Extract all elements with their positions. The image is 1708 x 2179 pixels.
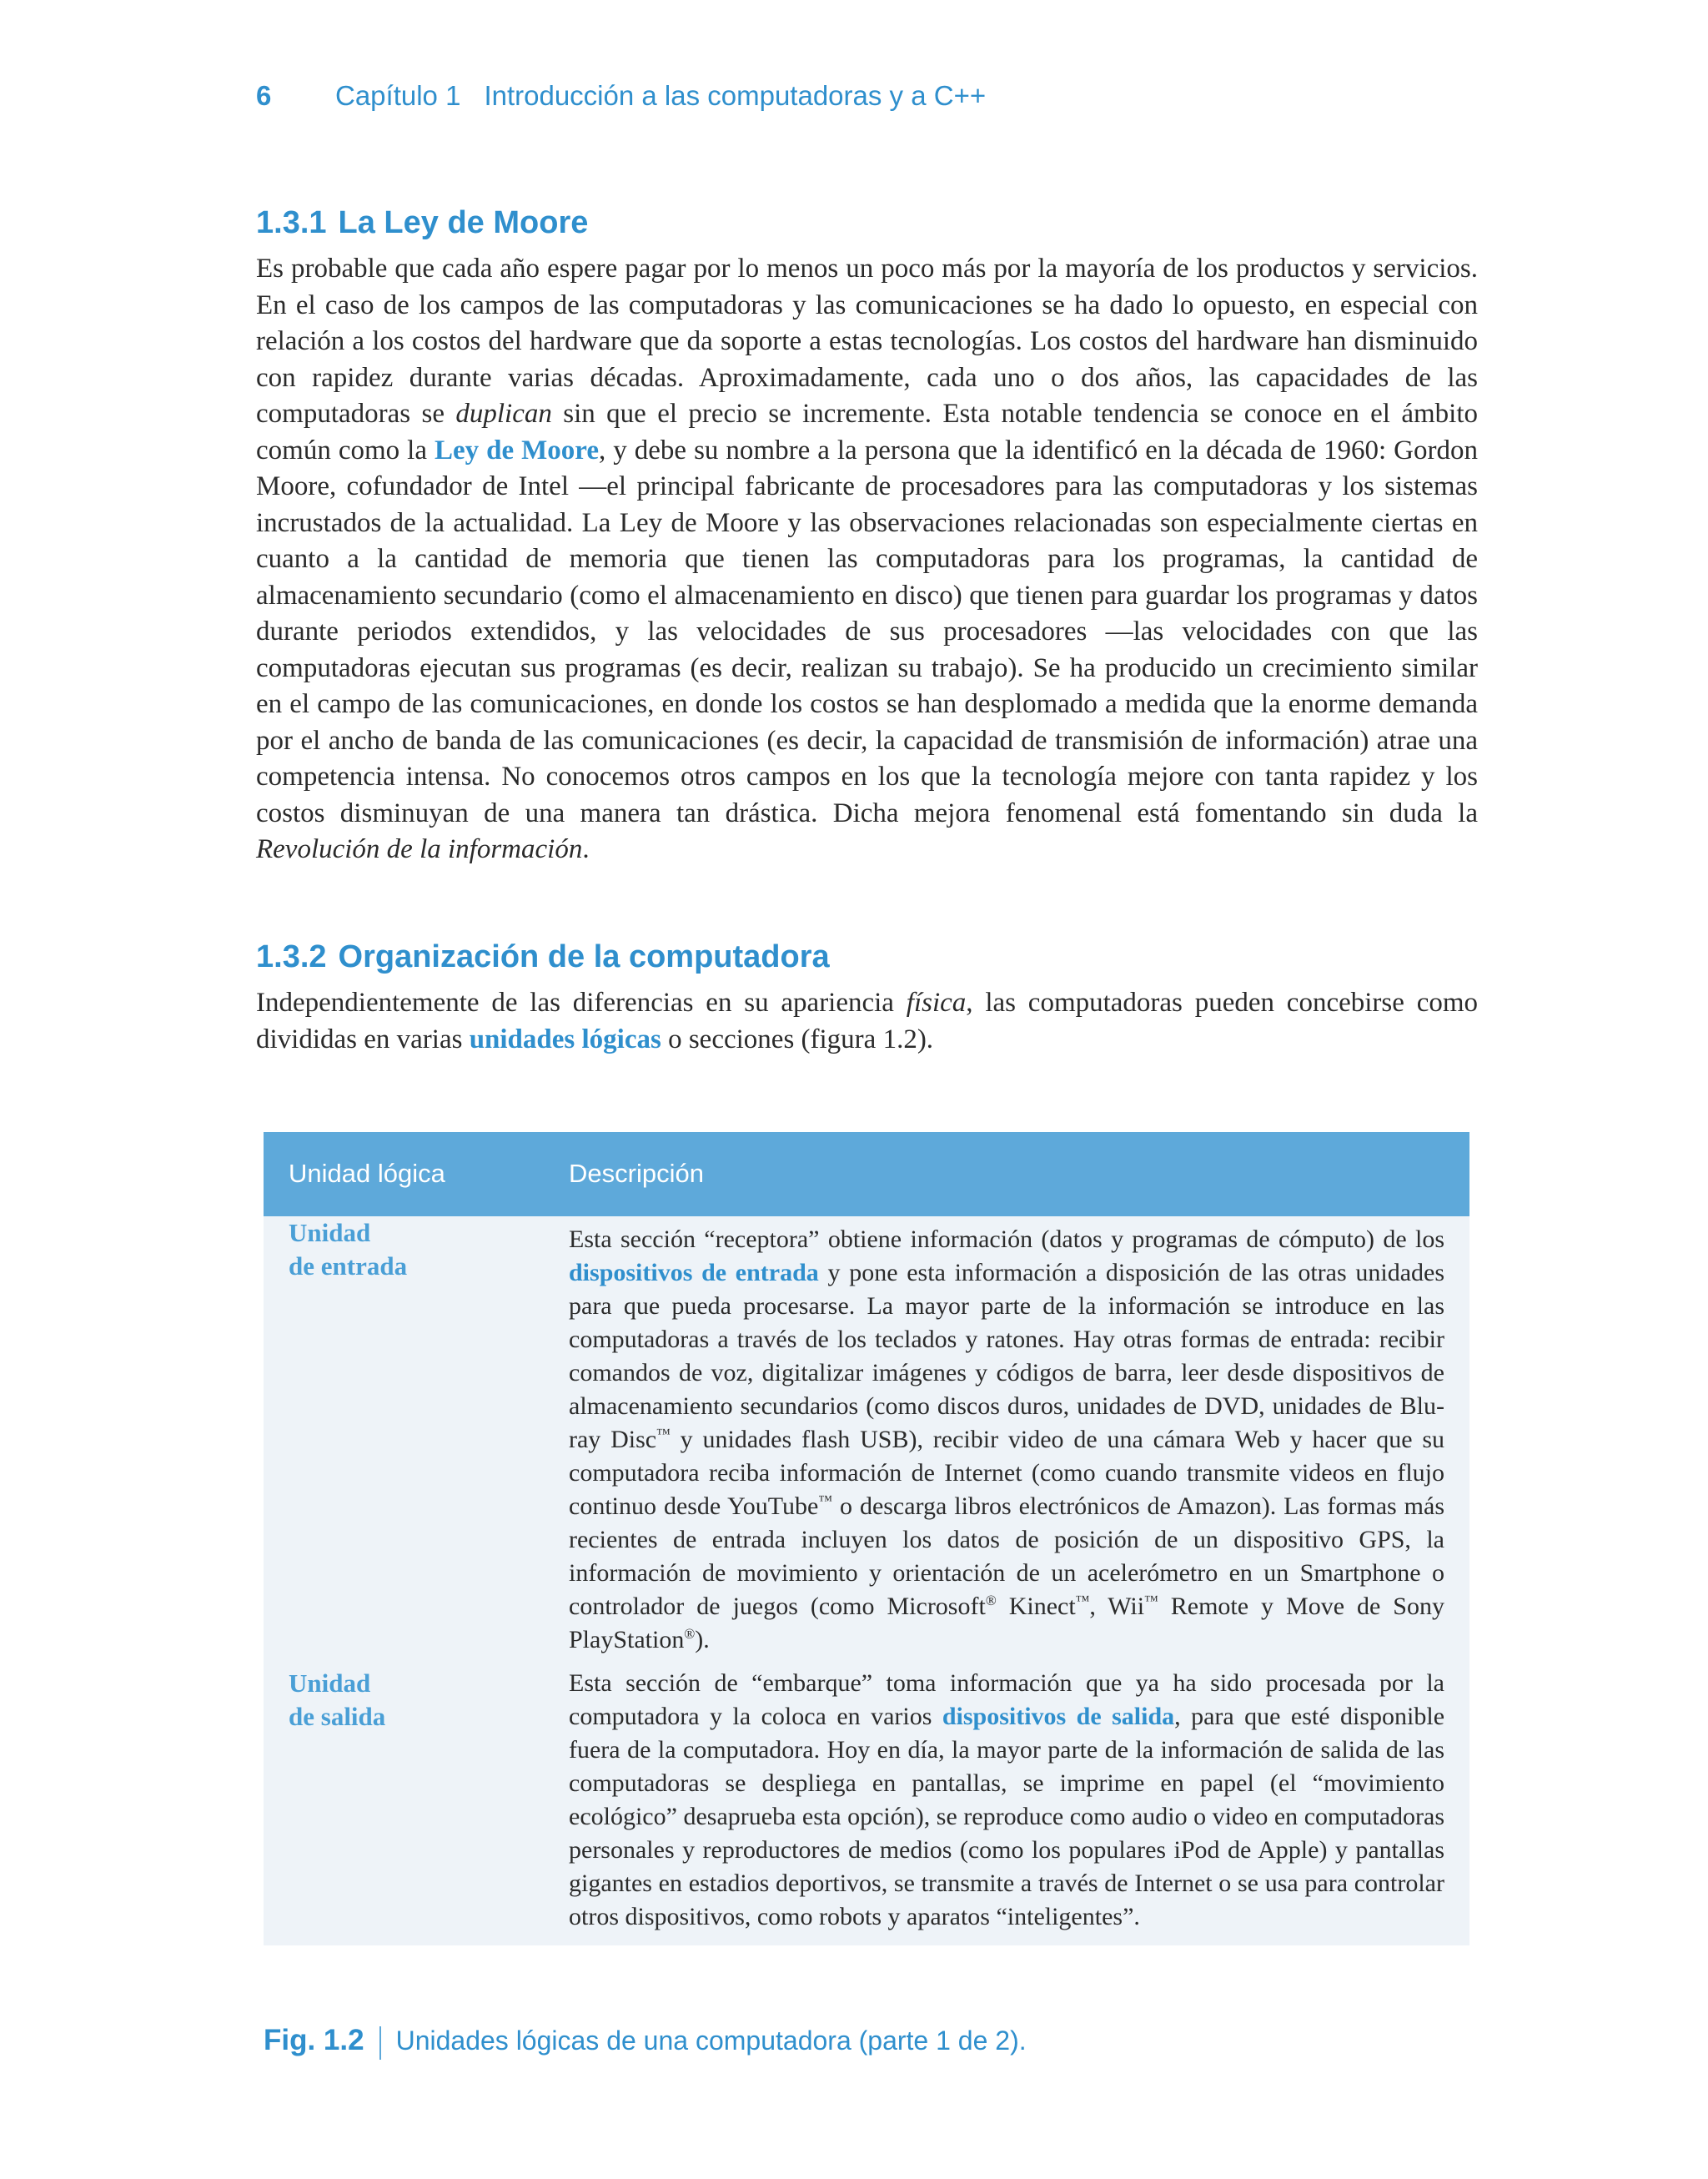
figure-caption bbox=[264, 2024, 1027, 2060]
text-run: o secciones (figura 1.2). bbox=[668, 1024, 934, 1054]
keyword-term: unidades lógicas bbox=[469, 1024, 661, 1054]
unit-description bbox=[569, 1223, 1444, 1657]
unit-description bbox=[569, 1667, 1444, 1934]
trademark-symbol: ™ bbox=[656, 1426, 671, 1442]
logical-units-table bbox=[264, 1132, 1469, 1945]
text-run: sin que el precio se incremente. Esta notable tendencia se conoce en el ámbito común como la bbox=[256, 399, 1478, 465]
text-run: Esta sección de “embarque” toma información que ya ha sido procesada por la computadora y la coloca en varios bbox=[569, 1669, 1444, 1730]
text-run: y unidades flash USB), recibir video de una cámara Web y hacer que su computadora reciba información de Internet (como cuando transmite videos en flujo continuo desde YouTube bbox=[569, 1426, 1445, 1520]
table-row bbox=[264, 1216, 1469, 1667]
trademark-symbol: ™ bbox=[1075, 1593, 1090, 1608]
text-run: Kinect bbox=[1008, 1593, 1076, 1620]
section-moores-law bbox=[256, 205, 1478, 868]
keyword-term: Ley de Moore bbox=[434, 435, 600, 465]
column-header-description: Descripción bbox=[569, 1159, 704, 1188]
figure-label: Fig. 1.2 bbox=[264, 2024, 364, 2056]
text-run: . bbox=[582, 834, 590, 864]
chapter-label: Capítulo 1 bbox=[335, 80, 461, 111]
section-heading bbox=[256, 205, 1478, 241]
unit-name-line: de salida bbox=[289, 1702, 386, 1731]
text-run: ). bbox=[695, 1626, 710, 1653]
section-heading bbox=[256, 939, 1478, 975]
text-run: y pone esta información a disposición de las otras unidades para que pueda procesarse. La mayor parte de la información se introduce en las computadoras a través de los teclados y ratones. Hay otras formas de entrada: recibir comandos de voz, digitalizar imágenes y códigos de barra, leer desde dispositivos de almacenamiento secundarios (como discos duros, unidades de DVD, unidades de Blu-ray Disc bbox=[569, 1259, 1445, 1453]
text-run: Independientemente de las diferencias en su apariencia bbox=[256, 988, 894, 1018]
unit-name bbox=[289, 1667, 539, 1734]
page-number: 6 bbox=[256, 80, 272, 111]
emphasis-text: Revolución de la información bbox=[256, 834, 583, 864]
chapter-title: Introducción a las computadoras y a C++ bbox=[484, 80, 987, 111]
section-number: 1.3.2 bbox=[256, 939, 327, 974]
text-run: o descarga libros electrónicos de Amazon). Las formas más recientes de entrada incluyen los datos de posición de un dispositivo GPS, la información de movimiento y orientación de un acelerómetro en un Smartphone o controlador de juegos (como Microsoft bbox=[569, 1492, 1444, 1620]
unit-name bbox=[289, 1216, 539, 1283]
section-number: 1.3.1 bbox=[256, 205, 327, 240]
text-run: Remote y Move de Sony PlayStation bbox=[569, 1593, 1444, 1653]
trademark-symbol: ™ bbox=[818, 1492, 833, 1508]
text-run: Esta sección “receptora” obtiene información (datos y programas de cómputo) de los bbox=[569, 1225, 1444, 1253]
section-paragraph bbox=[256, 985, 1478, 1058]
registered-symbol: ® bbox=[684, 1626, 696, 1642]
trademark-symbol: ™ bbox=[1144, 1593, 1158, 1608]
section-computer-organization bbox=[256, 939, 1478, 1058]
text-run: , para que esté disponible fuera de la computadora. Hoy en día, la mayor parte de la información de salida de las computadoras se despliega en pantallas, se imprime en papel (el “movimiento ecológico” desaprueba esta opción), se reproduce como audio o video en computadoras personales y reproductores de medios (como los populares iPod de Apple) y pantallas gigantes en estadios deportivos, se transmite a través de Internet o se usa para controlar otros dispositivos, como robots y aparatos “inteligentes”. bbox=[569, 1703, 1445, 1930]
section-title: La Ley de Moore bbox=[338, 205, 589, 240]
text-run: , Wii bbox=[1089, 1593, 1145, 1620]
section-paragraph bbox=[256, 251, 1478, 868]
text-run: , las computadoras pueden concebirse como divididas en varias bbox=[256, 988, 1479, 1054]
keyword-term: dispositivos de entrada bbox=[569, 1259, 819, 1286]
table-header bbox=[264, 1132, 1469, 1216]
emphasis-text: física bbox=[906, 988, 967, 1018]
text-run: , y debe su nombre a la persona que la identificó en la década de 1960: Gordon Moore, cofundador de Intel —el principal fabricante de procesadores para las computadoras y los sistemas incrustados de la actualidad. La Ley de Moore y las observaciones relacionadas son especialmente ciertas en cuanto a la cantidad de memoria que tienen las computadoras para los programas, la cantidad de almacenamiento secundario (como el almacenamiento en disco) que tienen para guardar los programas y datos durante periodos extendidos, y las velocidades de sus procesadores —las velocidades con que las computadoras ejecutan sus programas (es decir, realizan su trabajo). Se ha producido un crecimiento similar en el campo de las comunicaciones, en donde los costos se han desplomado a medida que la enorme demanda por el ancho de banda de las comunicaciones (es decir, la capacidad de transmisión de información) atrae una competencia intensa. No conocemos otros campos en los que la tecnología mejore con tanta rapidez y los costos disminuyan de una manera tan drástica. Dicha mejora fenomenal está fomentando sin duda la bbox=[256, 435, 1479, 828]
text-run: Es probable que cada año espere pagar por lo menos un poco más por la mayoría de los productos y servicios. En el caso de los campos de las computadoras y las comunicaciones se ha dado lo opuesto, en especial con relación a los costos del hardware que da soporte a estas tecnologías. Los costos del hardware han disminuido con rapidez durante varias décadas. Aproximadamente, cada uno o dos años, las capacidades de las computadoras se bbox=[256, 254, 1478, 429]
running-header bbox=[256, 80, 986, 112]
column-header-unit: Unidad lógica bbox=[289, 1159, 445, 1188]
unit-name-line: Unidad bbox=[289, 1218, 371, 1247]
emphasis-text: duplican bbox=[455, 399, 552, 429]
caption-divider bbox=[379, 2026, 381, 2060]
unit-name-line: Unidad bbox=[289, 1668, 371, 1698]
table-row bbox=[264, 1667, 1469, 1945]
keyword-term: dispositivos de salida bbox=[942, 1703, 1175, 1730]
unit-name-line: de entrada bbox=[289, 1251, 408, 1281]
section-title: Organización de la computadora bbox=[338, 939, 830, 974]
registered-symbol: ® bbox=[985, 1593, 997, 1608]
caption-text: Unidades lógicas de una computadora (parte 1 de 2). bbox=[395, 2026, 1027, 2056]
